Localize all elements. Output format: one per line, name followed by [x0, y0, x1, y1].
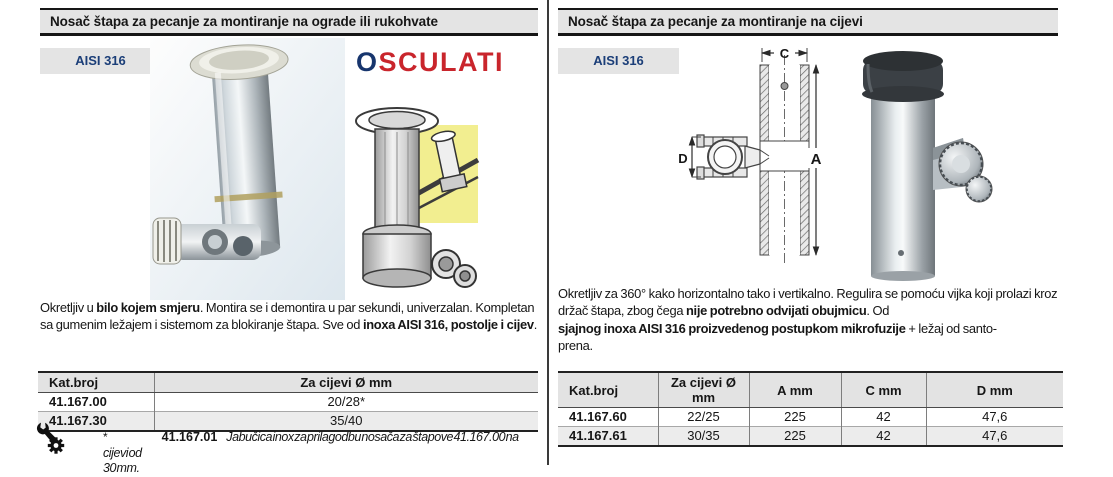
aisi-badge-left: AISI 316 [40, 48, 161, 74]
column-header: Kat.broj [558, 372, 658, 408]
part-number-cell: 41.167.00 [49, 394, 107, 409]
wrench-gear-icon [36, 422, 66, 454]
column-header: Za cijevi Ø mm [154, 372, 538, 393]
value-cell: 30/35 [658, 427, 749, 447]
clamp-knob [153, 218, 261, 264]
osculati-logo [356, 47, 504, 78]
left-section [0, 0, 548, 475]
text-segment: sjajnog inoxa AISI 316 proizvedenog postupkom mikrofuzije [558, 320, 906, 336]
left-description [40, 299, 540, 334]
part-number-cell: 41.167.30 [38, 412, 154, 432]
header-row [558, 372, 1063, 408]
value-cell: 35/40 [154, 412, 538, 432]
value-cell: 22/25 [658, 408, 749, 427]
value-cell: 47,6 [926, 408, 1063, 427]
text-segment: nije potrebno odvijati obujmicu [685, 303, 867, 319]
logo-wordmark: SCULATI [378, 47, 505, 77]
right-section-title: Nosač štapa za pecanje za montiranje na cijevi [558, 8, 1058, 36]
rubber-cap [862, 51, 944, 102]
text-segment: inoxa AISI 316, postolje i cijev [362, 317, 534, 333]
text-segment: . Od [866, 303, 890, 319]
left-section-title: Nosač štapa za pecanje za montiranje na ograde ili rukohvate [40, 8, 538, 36]
value-cell: 225 [749, 427, 841, 447]
header-row [38, 372, 538, 393]
value-cell: 20/28* [154, 393, 538, 412]
column-header: A mm [749, 372, 841, 408]
table-row [558, 408, 1063, 427]
column-header: D mm [926, 372, 1063, 408]
value-cell: 225 [749, 408, 841, 427]
footnote-marker: * [103, 430, 108, 444]
footnote-part-number: 41.167.01 [161, 430, 218, 444]
text-segment: . Montira se i demontira u par sekundi, univerzalan. Kompletan sa gumenim ležajem i sistemom za blokiranje štapa. Sve od [40, 300, 535, 333]
table-row [38, 412, 538, 432]
rail-mounted-example-inset [417, 125, 478, 223]
table-row [38, 393, 538, 412]
left-spec-table [38, 371, 538, 432]
footnote-text: Jabučica inox za prilagodbu nosača za štapove 41.167.00 na cijevi od [103, 430, 519, 460]
text-segment: Okretljiv za 360° kako horizontalno tako i vertikalno. Regulira se pomoću vijka koji prolazi kroz držač štapa, zbog čega [558, 286, 1058, 319]
technical-drawing [675, 38, 840, 270]
value-cell: 42 [841, 427, 926, 447]
table-row [558, 427, 1063, 447]
right-spec-table [558, 371, 1063, 447]
value-cell: 42 [841, 408, 926, 427]
text-segment: Okretljiv u [40, 300, 97, 315]
footnote-text-continued: 30 mm. [103, 461, 140, 475]
rod-holder-tube-mount-photo [843, 48, 993, 288]
clamp-knob-arm [933, 138, 992, 202]
column-header: Za cijevi Ø mm [658, 372, 749, 408]
text-segment: + ležaj od santo- [905, 320, 997, 336]
footnote [103, 430, 541, 477]
text-segment: prena. [558, 337, 593, 353]
part-number-cell: 41.167.60 [569, 409, 627, 424]
logo-mark: O [356, 47, 379, 77]
dim-label-c: C [779, 46, 790, 61]
aisi-badge-right: AISI 316 [558, 48, 679, 74]
right-section [548, 0, 1113, 465]
column-header: Kat.broj [38, 372, 154, 393]
column-header: C mm [841, 372, 926, 408]
right-description [558, 285, 1066, 354]
text-segment: bilo kojem smjeru [96, 300, 200, 315]
rod-holder-rail-mount-photo [150, 38, 345, 300]
dim-label-d: D [678, 151, 688, 166]
dim-label-a: A [810, 151, 822, 168]
clamp-cross-section [697, 135, 760, 179]
text-segment: . [533, 317, 538, 333]
part-number-cell: 41.167.61 [558, 427, 658, 447]
value-cell: 47,6 [926, 427, 1063, 447]
